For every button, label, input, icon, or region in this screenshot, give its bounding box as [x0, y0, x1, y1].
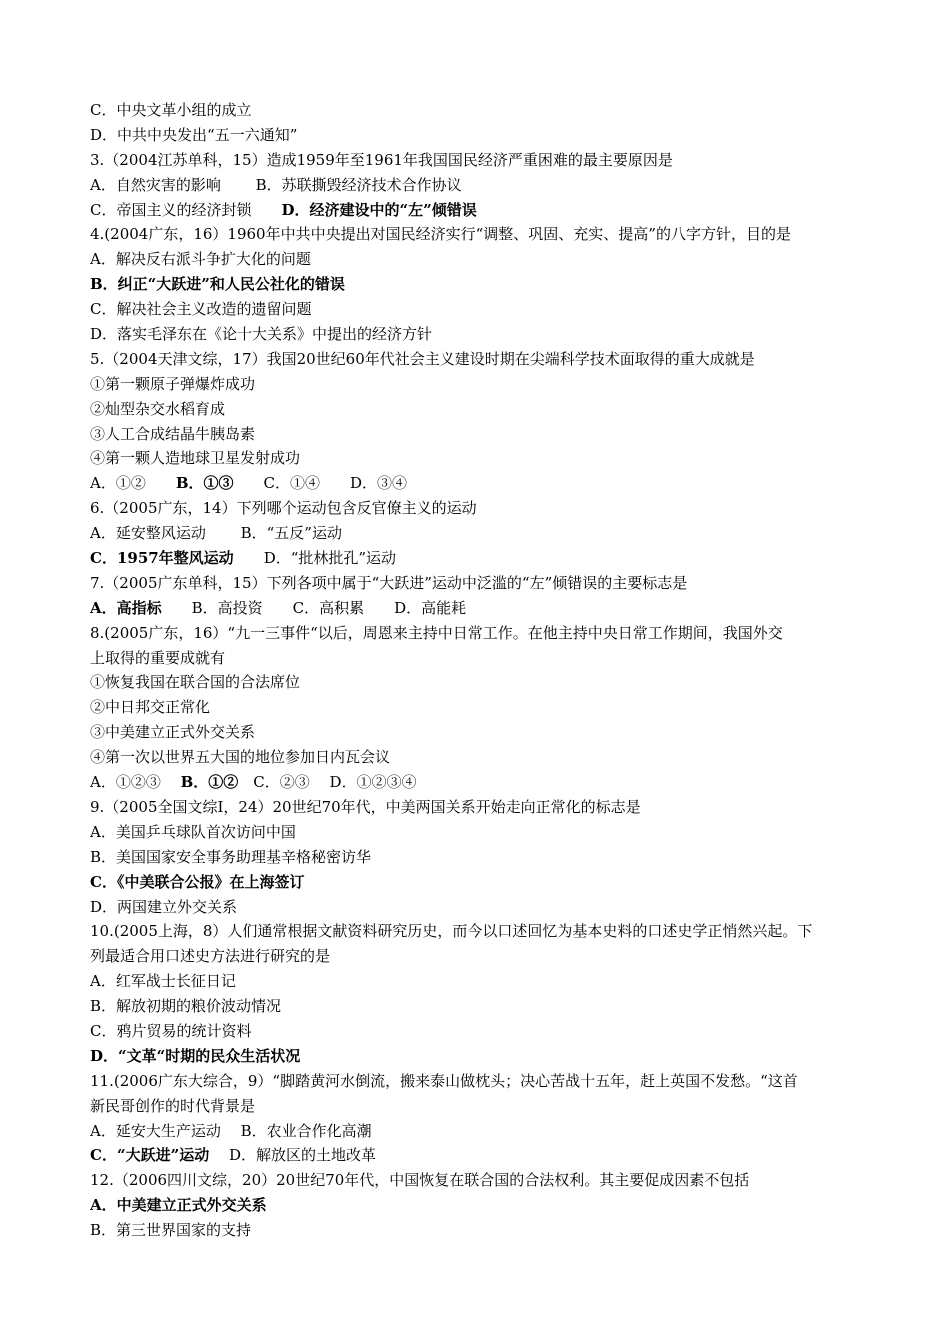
text-run: C．②③ D．①②③④ — [238, 773, 417, 792]
text-run: 8.(2005广东，16）“九一三事件“以后，周恩来主持中日常工作。在他主持中央日常工作期间，我国外交 — [90, 623, 783, 642]
text-line — [90, 98, 865, 123]
text-line — [90, 123, 865, 148]
text-run: ④第一次以世界五大国的地位参加日内瓦会议 — [90, 748, 391, 767]
text-run: 4.(2004广东，16）1960年中共中央提出对国民经济实行“调整、巩固、充实、提高”的八字方针，目的是 — [90, 225, 791, 244]
text-line — [90, 397, 865, 422]
text-line — [90, 1019, 865, 1044]
text-line — [90, 1044, 865, 1069]
text-line — [90, 198, 865, 223]
text-run: ②中日邦交正常化 — [90, 698, 211, 717]
text-line — [90, 795, 865, 820]
text-line — [90, 422, 865, 447]
text-run: A．自然灾害的影响 B．苏联撕毁经济技术合作协议 — [90, 175, 462, 194]
text-run: D．解放区的土地改革 — [209, 1146, 376, 1165]
answer-highlight: A．中美建立正式外交关系 — [90, 1196, 267, 1215]
text-run: D．落实毛泽东在《论十大关系》中提出的经济方针 — [90, 325, 433, 344]
text-run: D．“批林批孔”运动 — [233, 549, 397, 568]
answer-highlight: D．“文革“时期的民众生活状况 — [90, 1046, 301, 1065]
text-run: A．①② — [90, 474, 176, 493]
text-run: 12.（2006四川文综，20）20世纪70年代，中国恢复在联合国的合法权利。其主要促成因素不包括 — [90, 1171, 750, 1190]
text-line — [90, 720, 865, 745]
text-line — [90, 322, 865, 347]
answer-highlight: C．“大跃进”运动 — [90, 1146, 210, 1165]
text-line — [90, 870, 865, 895]
text-run: ③人工合成结晶牛胰岛素 — [90, 424, 256, 443]
text-line — [90, 372, 865, 397]
text-run: D．两国建立外交关系 — [90, 897, 238, 916]
text-run: C．解决社会主义改造的遗留问题 — [90, 300, 312, 319]
text-run: A．延安整风运动 B．“五反”运动 — [90, 524, 342, 543]
text-line — [90, 1069, 865, 1094]
text-run: A．解决反右派斗争扩大化的问题 — [90, 250, 311, 269]
text-run: C．鸦片贸易的统计资料 — [90, 1021, 252, 1040]
text-line — [90, 745, 865, 770]
text-line — [90, 247, 865, 272]
text-line — [90, 994, 865, 1019]
answer-highlight: A．高指标 — [90, 598, 162, 617]
text-line — [90, 695, 865, 720]
text-run: 9.（2005全国文综Ⅰ，24）20世纪70年代，中美两国关系开始走向正常化的标志是 — [90, 797, 641, 816]
answer-highlight: C．1957年整风运动 — [90, 549, 234, 568]
text-run: B．第三世界国家的支持 — [90, 1221, 252, 1240]
text-line — [90, 496, 865, 521]
text-line — [90, 521, 865, 546]
text-run: 列最适合用口述史方法进行研究的是 — [90, 947, 331, 966]
text-run: B．美国国家安全事务助理基辛格秘密访华 — [90, 847, 372, 866]
text-line — [90, 845, 865, 870]
text-line — [90, 770, 865, 795]
text-run: ①恢复我国在联合国的合法席位 — [90, 673, 301, 692]
text-line — [90, 1168, 865, 1193]
text-line — [90, 820, 865, 845]
text-line — [90, 148, 865, 173]
text-run: 7.（2005广东单科，15）下列各项中属于“大跃进”运动中泛滥的“左”倾错误的主要标志是 — [90, 573, 688, 592]
text-line — [90, 596, 865, 621]
text-run: 3.（2004江苏单科，15）造成1959年至1961年我国国民经济严重困难的最主要原因是 — [90, 150, 673, 169]
answer-highlight: B．①③ — [175, 474, 234, 493]
text-line — [90, 1119, 865, 1144]
text-line — [90, 944, 865, 969]
text-run: ①第一颗原子弹爆炸成功 — [90, 374, 256, 393]
text-line — [90, 446, 865, 471]
text-line — [90, 621, 865, 646]
text-line — [90, 919, 865, 944]
text-line — [90, 222, 865, 247]
text-line — [90, 173, 865, 198]
text-run: ②灿型杂交水稻育成 — [90, 399, 226, 418]
answer-highlight: D．经济建设中的“左”倾错误 — [281, 200, 477, 219]
text-run: 上取得的重要成就有 — [90, 648, 226, 667]
answer-highlight: C．《中美联合公报》在上海签订 — [90, 872, 305, 891]
text-run: A．红军战士长征日记 — [90, 972, 236, 991]
text-run: ④第一颗人造地球卫星发射成功 — [90, 449, 301, 468]
text-run: A．①②③ — [90, 773, 181, 792]
text-line — [90, 272, 865, 297]
text-line — [90, 347, 865, 372]
text-run: 6.（2005广东，14）下列哪个运动包含反官僚主义的运动 — [90, 499, 477, 518]
text-line — [90, 1218, 865, 1243]
text-line — [90, 670, 865, 695]
text-line — [90, 1143, 865, 1168]
text-line — [90, 646, 865, 671]
text-run: C．帝国主义的经济封锁 — [90, 200, 282, 219]
answer-highlight: B．纠正“大跃进”和人民公社化的错误 — [90, 275, 345, 294]
text-line — [90, 297, 865, 322]
text-run: 11.(2006广东大综合，9）“脚踏黄河水倒流，搬来泰山做枕头；决心苦战十五年，赶上英国不发愁。“这首 — [90, 1071, 798, 1090]
text-line — [90, 546, 865, 571]
text-run: C．①④ D．③④ — [233, 474, 408, 493]
text-run: 10.(2005上海，8）人们通常根据文献资料研究历史，而今以口述回忆为基本史料的口述史学正悄然兴起。下 — [90, 922, 813, 941]
text-run: 5.（2004天津文综，17）我国20世纪60年代社会主义建设时期在尖端科学技术面取得的重大成就是 — [90, 349, 755, 368]
text-line — [90, 571, 865, 596]
text-line — [90, 471, 865, 496]
text-run: 新民哥创作的时代背景是 — [90, 1096, 256, 1115]
question-text — [90, 98, 865, 1243]
text-run: B．解放初期的粮价波动情况 — [90, 997, 282, 1016]
text-run: ③中美建立正式外交关系 — [90, 723, 256, 742]
text-line — [90, 1094, 865, 1119]
text-run: D．中共中央发出“五一六通知” — [90, 125, 298, 144]
text-run: B．高投资 C．高积累 D．高能耗 — [161, 598, 467, 617]
text-line — [90, 969, 865, 994]
text-run: A．延安大生产运动 B．农业合作化高潮 — [90, 1121, 372, 1140]
answer-highlight: B．①② — [180, 773, 239, 792]
text-line — [90, 895, 865, 920]
text-line — [90, 1193, 865, 1218]
text-run: C．中央文革小组的成立 — [90, 101, 252, 119]
text-run: A．美国乒乓球队首次访问中国 — [90, 822, 296, 841]
